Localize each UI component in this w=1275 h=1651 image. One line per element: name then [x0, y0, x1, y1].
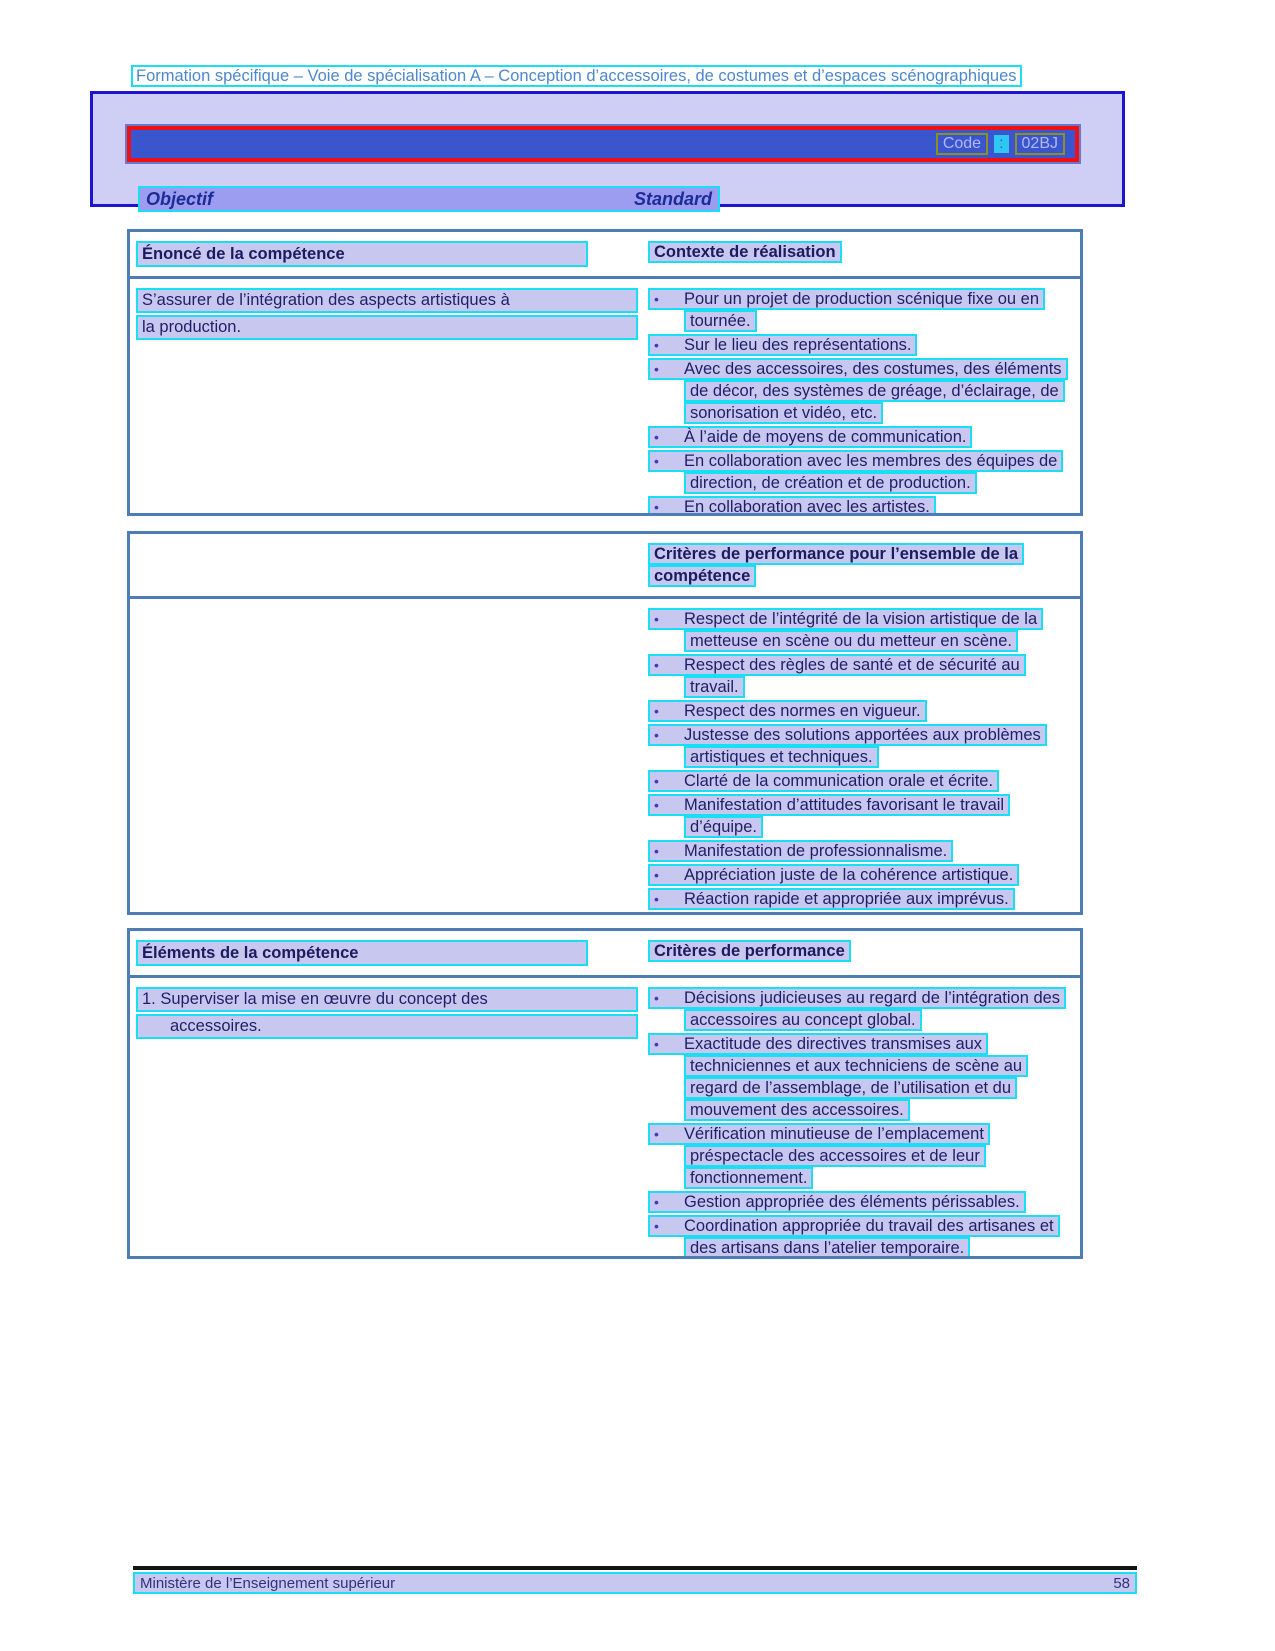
table-header-row	[130, 931, 1080, 978]
bullet-icon: •	[654, 1218, 659, 1234]
bullet-icon: •	[654, 337, 659, 353]
bullet-item-text: Décisions judicieuses au regard de l’intégration des accessoires au concept global.	[684, 989, 1061, 1029]
bullet-list-item	[648, 840, 1072, 862]
code-value: 02BJ	[1015, 133, 1065, 155]
table-header-row	[130, 534, 1080, 599]
table-header-row	[130, 232, 1080, 279]
bullet-item-text: Vérification minutieuse de l’emplacement préspectacle des accessoires et de leur fonctionnement.	[684, 1125, 984, 1187]
element-1-text-cell	[136, 987, 648, 1259]
bullet-item-text: Manifestation de professionnalisme.	[684, 842, 948, 860]
criteres-bullet-list	[648, 987, 1072, 1259]
empty-cell	[136, 608, 648, 912]
bullet-list-item	[648, 496, 1072, 516]
bullet-icon: •	[654, 499, 659, 515]
bullet-item-text: Appréciation juste de la cohérence artistique.	[684, 866, 1014, 884]
table-criteres-ensemble	[127, 531, 1083, 915]
bullet-item-text: Pour un projet de production scénique fixe ou en tournée.	[684, 290, 1039, 330]
header-contexte-label: Contexte de réalisation	[648, 241, 842, 263]
bullet-item-text: Respect des règles de santé et de sécurité au travail.	[684, 656, 1020, 696]
bullet-icon: •	[654, 291, 659, 307]
bullet-icon: •	[654, 891, 659, 907]
bullet-list-item	[648, 770, 1072, 792]
bullet-icon: •	[654, 990, 659, 1006]
bullet-icon: •	[654, 867, 659, 883]
bullet-list-item	[648, 1033, 1072, 1121]
bullet-list-item	[648, 1191, 1072, 1213]
bullet-icon: •	[654, 611, 659, 627]
bullet-item-text: Réaction rapide et appropriée aux imprévus.	[684, 890, 1009, 908]
header-criteres-ensemble-label: Critères de performance pour l’ensemble de la compétence	[648, 543, 1024, 587]
table-enonce-competence	[127, 229, 1083, 516]
objectif-standard-row	[138, 186, 720, 212]
page-number: 58	[1113, 1574, 1130, 1592]
contexte-bullet-list	[648, 288, 1072, 516]
bullet-icon: •	[654, 657, 659, 673]
bullet-list-item	[648, 1215, 1072, 1259]
bullet-list-item	[648, 1123, 1072, 1189]
page-running-header	[131, 64, 1091, 88]
header-cell-enonce	[136, 241, 648, 267]
table-elements-competence	[127, 928, 1083, 1259]
code-label: Code	[936, 133, 988, 155]
bullet-item-text: Justesse des solutions apportées aux problèmes artistiques et techniques.	[684, 726, 1041, 766]
bullet-icon: •	[654, 703, 659, 719]
code-colon: :	[994, 135, 1008, 153]
bullet-item-text: En collaboration avec les membres des équipes de direction, de création et de production.	[684, 452, 1058, 492]
enonce-text-cell	[136, 288, 648, 516]
header-enonce-label: Énoncé de la compétence	[136, 241, 588, 267]
highlighted-text-line: accessoires.	[136, 1014, 638, 1039]
bullet-list-item	[648, 654, 1072, 698]
bullet-list-item	[648, 334, 1072, 356]
bullet-item-text: Respect de l’intégrité de la vision artistique de la metteuse en scène ou du metteur en scène.	[684, 610, 1038, 650]
table-body-row	[130, 279, 1080, 516]
bullet-icon: •	[654, 453, 659, 469]
bullet-icon: •	[654, 773, 659, 789]
bullet-icon: •	[654, 843, 659, 859]
bullet-item-text: Respect des normes en vigueur.	[684, 702, 921, 720]
bullet-icon: •	[654, 727, 659, 743]
highlighted-text-line: S’assurer de l’intégration des aspects artistiques à	[136, 288, 638, 313]
bullet-list-item	[648, 608, 1072, 652]
bullet-item-text: Sur le lieu des représentations.	[684, 336, 912, 354]
highlighted-text-line: la production.	[136, 315, 638, 340]
objectif-label: Objectif	[146, 188, 214, 209]
header-cell-criteres	[648, 940, 1072, 966]
title-bar	[127, 126, 1079, 162]
table-body-row	[130, 978, 1080, 1259]
table-body-row	[130, 599, 1080, 915]
bullet-list-item	[648, 358, 1072, 424]
highlighted-text-line: 1. Superviser la mise en œuvre du concept des	[136, 987, 638, 1012]
bullet-item-text: À l’aide de moyens de communication.	[684, 428, 967, 446]
header-cell-criteres-ensemble	[648, 543, 1072, 587]
bullet-icon: •	[654, 429, 659, 445]
bullet-icon: •	[654, 797, 659, 813]
bullet-item-text: Gestion appropriée des éléments périssables.	[684, 1193, 1020, 1211]
criteres-ensemble-bullet-list	[648, 608, 1072, 912]
bullet-list-item	[648, 888, 1072, 910]
bullet-item-text: Avec des accessoires, des costumes, des éléments de décor, des systèmes de gréage, d’éclairage, de sonorisation et vidéo, etc.	[684, 360, 1062, 422]
bullet-item-text: Manifestation d’attitudes favorisant le travail d’équipe.	[684, 796, 1005, 836]
bullet-icon: •	[654, 1126, 659, 1142]
header-cell-contexte	[648, 241, 1072, 267]
header-criteres-label: Critères de performance	[648, 940, 851, 962]
bullet-list-item	[648, 864, 1072, 886]
bullet-item-text: En collaboration avec les artistes.	[684, 498, 930, 516]
bullet-list-item	[648, 794, 1072, 838]
title-banner	[90, 91, 1125, 207]
bullet-list-item	[648, 450, 1072, 494]
bullet-icon: •	[654, 1194, 659, 1210]
page-footer	[133, 1572, 1137, 1594]
bullet-list-item	[648, 288, 1072, 332]
footer-ministry-text: Ministère de l’Enseignement supérieur	[140, 1574, 396, 1592]
bullet-item-text: Clarté de la communication orale et écrite.	[684, 772, 994, 790]
bullet-item-text: Exactitude des directives transmises aux techniciennes et aux techniciens de scène au regard de l’assemblage, de l’utilisation et du mouvement des accessoires.	[684, 1035, 1023, 1119]
standard-label: Standard	[633, 188, 712, 209]
running-header-text: Formation spécifique – Voie de spécialisation A – Conception d’accessoires, de costumes et d’espaces scénographiques	[131, 65, 1022, 87]
header-cell-empty	[136, 543, 648, 587]
bullet-list-item	[648, 426, 1072, 448]
header-cell-elements	[136, 940, 648, 966]
bullet-icon: •	[654, 1036, 659, 1052]
bullet-item-text: Coordination appropriée du travail des artisanes et des artisans dans l’atelier temporaire.	[684, 1217, 1054, 1257]
header-elements-label: Éléments de la compétence	[136, 940, 588, 966]
bullet-list-item	[648, 700, 1072, 722]
bullet-list-item	[648, 987, 1072, 1031]
bullet-icon: •	[654, 361, 659, 377]
footer-divider	[133, 1566, 1137, 1570]
bullet-list-item	[648, 724, 1072, 768]
